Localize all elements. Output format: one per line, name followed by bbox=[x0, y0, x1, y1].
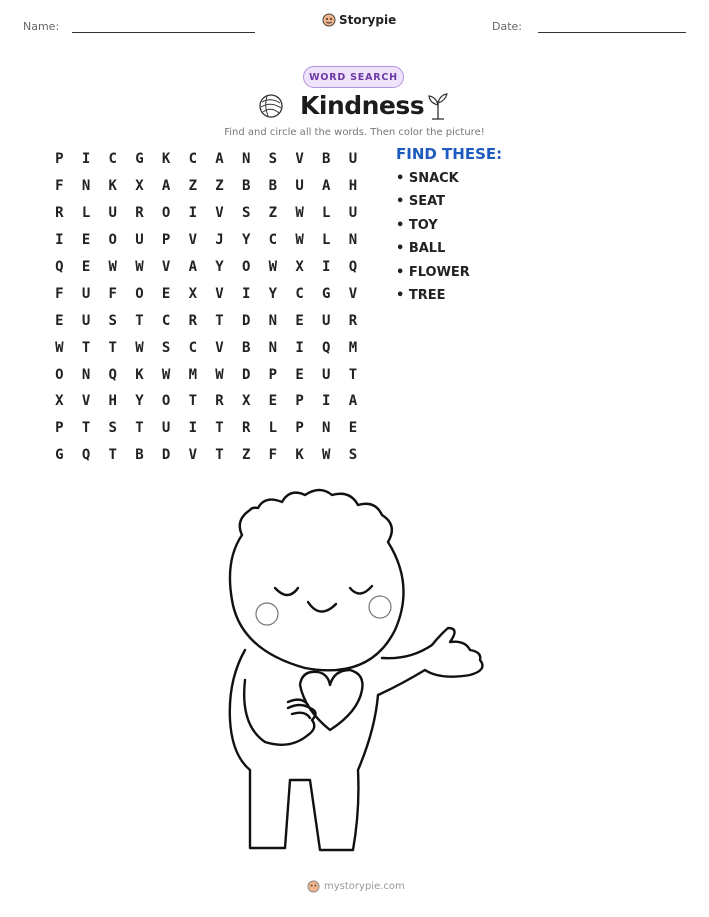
brand bbox=[322, 13, 396, 27]
grid-letter[interactable]: T bbox=[81, 420, 91, 437]
grid-letter[interactable]: R bbox=[188, 312, 197, 329]
grid-letter[interactable]: C bbox=[268, 232, 278, 249]
grid-letter[interactable]: C bbox=[108, 151, 117, 168]
grid-letter[interactable]: Q bbox=[348, 259, 358, 275]
grid-letter[interactable]: W bbox=[268, 259, 278, 275]
grid-letter[interactable]: R bbox=[348, 312, 358, 329]
grid-letter[interactable]: C bbox=[161, 312, 171, 329]
footer-url[interactable]: mystorypie.com bbox=[324, 881, 405, 892]
date-line[interactable] bbox=[538, 32, 686, 33]
grid-letter[interactable]: N bbox=[81, 178, 91, 195]
grid-letter[interactable]: S bbox=[108, 420, 117, 437]
grid-letter[interactable]: M bbox=[348, 339, 358, 356]
grid-letter[interactable]: D bbox=[161, 447, 171, 464]
grid-letter[interactable]: C bbox=[295, 285, 304, 302]
grid-letter[interactable]: L bbox=[322, 232, 331, 249]
grid-letter[interactable]: V bbox=[215, 339, 224, 356]
grid-letter[interactable]: E bbox=[268, 393, 278, 410]
word-list bbox=[396, 171, 470, 311]
grid-letter[interactable]: W bbox=[215, 366, 224, 383]
grid-letter[interactable]: A bbox=[215, 151, 224, 168]
grid-letter[interactable]: X bbox=[241, 393, 251, 410]
grid-letter[interactable]: S bbox=[241, 205, 251, 222]
grid-letter[interactable]: K bbox=[108, 178, 117, 195]
grid-letter[interactable]: Z bbox=[268, 205, 278, 222]
grid-letter[interactable]: V bbox=[215, 205, 224, 222]
grid-letter[interactable]: I bbox=[55, 232, 64, 249]
grid-letter[interactable]: N bbox=[268, 312, 278, 329]
grid-letter[interactable]: R bbox=[135, 205, 144, 222]
grid-letter[interactable]: U bbox=[348, 151, 358, 168]
find-title: FIND THESE: bbox=[396, 145, 503, 163]
word-item: • SNACK bbox=[396, 171, 459, 186]
grid-letter[interactable]: G bbox=[322, 285, 331, 302]
grid-letter[interactable]: W bbox=[322, 447, 331, 464]
grid-letter[interactable]: I bbox=[188, 420, 197, 437]
grid-letter[interactable]: I bbox=[81, 151, 91, 168]
grid-letter[interactable]: V bbox=[188, 447, 197, 464]
grid-letter[interactable]: H bbox=[108, 393, 117, 410]
grid-letter[interactable]: I bbox=[322, 393, 331, 410]
grid-letter[interactable]: V bbox=[348, 285, 358, 302]
grid-letter[interactable]: P bbox=[161, 232, 171, 249]
grid-letter[interactable]: R bbox=[55, 205, 64, 222]
grid-letter[interactable]: H bbox=[348, 178, 358, 195]
grid-letter[interactable]: P bbox=[295, 420, 304, 437]
word-item: • TOY bbox=[396, 217, 438, 233]
name-label: Name: bbox=[23, 20, 60, 33]
grid-letter[interactable]: V bbox=[188, 232, 197, 249]
grid-letter[interactable]: D bbox=[241, 366, 251, 383]
grid-letter[interactable]: P bbox=[268, 366, 278, 383]
grid-letter[interactable]: R bbox=[241, 420, 251, 437]
grid-letter[interactable]: O bbox=[135, 285, 144, 302]
grid-letter[interactable]: I bbox=[295, 339, 304, 356]
grid-letter[interactable]: Y bbox=[215, 259, 224, 275]
grid-letter[interactable]: P bbox=[55, 420, 64, 437]
grid-letter[interactable]: U bbox=[108, 205, 117, 222]
grid-letter[interactable]: I bbox=[188, 205, 197, 222]
grid-letter[interactable]: K bbox=[295, 447, 304, 464]
grid-letter[interactable]: Q bbox=[81, 447, 91, 464]
grid-letter[interactable]: E bbox=[81, 232, 91, 249]
grid-letter[interactable]: L bbox=[268, 420, 278, 437]
grid-letter[interactable]: W bbox=[55, 339, 64, 356]
grid-letter[interactable]: F bbox=[108, 285, 117, 302]
grid-letter[interactable]: V bbox=[81, 393, 91, 410]
grid-letter[interactable]: S bbox=[108, 312, 117, 329]
grid-letter[interactable]: R bbox=[215, 393, 224, 410]
grid-letter[interactable]: P bbox=[55, 151, 64, 168]
grid-letter[interactable]: V bbox=[161, 259, 171, 275]
grid-letter[interactable]: T bbox=[215, 312, 224, 329]
grid-letter[interactable]: G bbox=[135, 151, 144, 168]
grid-letter[interactable]: B bbox=[135, 447, 144, 464]
grid-letter[interactable]: E bbox=[161, 285, 171, 302]
word-item: • TREE bbox=[396, 287, 446, 303]
word-item: • BALL bbox=[396, 241, 446, 257]
grid-letter[interactable]: E bbox=[81, 259, 91, 275]
word-search-tag: WORD SEARCH bbox=[303, 66, 404, 88]
grid-letter[interactable]: Z bbox=[215, 178, 224, 195]
grid-letter[interactable]: U bbox=[81, 312, 91, 329]
grid-letter[interactable]: Q bbox=[108, 366, 117, 383]
grid-letter[interactable]: G bbox=[55, 447, 64, 464]
brand-name: Storypie bbox=[339, 13, 397, 27]
grid-letter[interactable]: D bbox=[241, 312, 251, 329]
grid-letter[interactable]: O bbox=[108, 232, 117, 249]
grid-letter[interactable]: A bbox=[161, 178, 171, 195]
grid-letter[interactable]: U bbox=[348, 205, 358, 222]
grid-letter[interactable]: U bbox=[322, 312, 331, 329]
grid-letter[interactable]: E bbox=[55, 312, 64, 329]
grid-letter[interactable]: T bbox=[135, 312, 144, 329]
grid-letter[interactable]: A bbox=[188, 259, 197, 275]
grid-letter[interactable]: N bbox=[322, 420, 331, 437]
storypie-logo-icon bbox=[307, 880, 320, 893]
grid-letter[interactable]: F bbox=[55, 178, 64, 195]
grid-letter[interactable]: I bbox=[241, 285, 251, 302]
grid-letter[interactable]: T bbox=[215, 447, 224, 464]
grid-letter[interactable]: Q bbox=[55, 259, 64, 275]
grid-letter[interactable]: O bbox=[161, 205, 171, 222]
grid-letter[interactable]: U bbox=[81, 285, 91, 302]
grid-letter[interactable]: U bbox=[135, 232, 144, 249]
grid-letter[interactable]: N bbox=[268, 339, 278, 356]
grid-letter[interactable]: Z bbox=[188, 178, 197, 195]
grid-letter[interactable]: A bbox=[322, 178, 331, 195]
grid-letter[interactable]: W bbox=[295, 205, 304, 222]
grid-letter[interactable]: L bbox=[81, 205, 91, 222]
grid-letter[interactable]: E bbox=[295, 312, 304, 329]
grid-letter[interactable]: T bbox=[108, 447, 117, 464]
grid-letter[interactable]: U bbox=[161, 420, 171, 437]
word-item: • SEAT bbox=[396, 194, 445, 210]
page-title: Kindness bbox=[300, 91, 425, 120]
grid-letter[interactable]: F bbox=[268, 447, 278, 464]
grid-letter[interactable]: U bbox=[295, 178, 304, 195]
grid-letter[interactable]: B bbox=[241, 339, 251, 356]
storypie-logo-icon bbox=[322, 13, 336, 27]
grid-letter[interactable]: W bbox=[135, 339, 144, 356]
grid-letter[interactable]: X bbox=[55, 393, 64, 410]
letter-grid bbox=[46, 146, 366, 469]
yarn-ball-icon bbox=[258, 93, 284, 119]
grid-letter[interactable]: S bbox=[348, 447, 358, 464]
word-item: • FLOWER bbox=[396, 264, 470, 280]
grid-letter[interactable]: T bbox=[215, 420, 224, 437]
grid-letter[interactable]: N bbox=[241, 151, 251, 168]
grid-letter[interactable]: T bbox=[348, 366, 358, 383]
grid-letter[interactable]: V bbox=[215, 285, 224, 302]
grid-letter[interactable]: Y bbox=[135, 393, 144, 410]
grid-letter[interactable]: W bbox=[135, 259, 144, 275]
grid-letter[interactable]: B bbox=[322, 151, 331, 168]
grid-letter[interactable]: N bbox=[348, 232, 358, 249]
grid-letter[interactable]: E bbox=[348, 420, 358, 437]
grid-letter[interactable]: B bbox=[241, 178, 251, 195]
grid-letter[interactable]: T bbox=[81, 339, 91, 356]
grid-letter[interactable]: X bbox=[135, 178, 144, 195]
grid-letter[interactable]: M bbox=[188, 366, 197, 383]
grid-letter[interactable]: Y bbox=[268, 285, 278, 302]
grid-letter[interactable]: T bbox=[108, 339, 117, 356]
grid-letter[interactable]: A bbox=[348, 393, 358, 410]
grid-letter[interactable]: O bbox=[55, 366, 64, 383]
grid-letter[interactable]: U bbox=[322, 366, 331, 383]
grid-letter[interactable]: L bbox=[322, 205, 331, 222]
grid-letter[interactable]: W bbox=[295, 232, 304, 249]
grid-letter[interactable]: J bbox=[215, 232, 224, 249]
grid-letter[interactable]: C bbox=[188, 339, 197, 356]
grid-letter[interactable]: Q bbox=[322, 339, 331, 356]
grid-letter[interactable]: I bbox=[322, 259, 331, 275]
grid-letter[interactable]: O bbox=[161, 393, 171, 410]
grid-letter[interactable]: K bbox=[135, 366, 144, 383]
instructions: Find and circle all the words. Then color the picture! bbox=[224, 127, 485, 138]
sprout-icon bbox=[426, 91, 450, 121]
grid-letter[interactable]: P bbox=[295, 393, 304, 410]
grid-letter[interactable]: C bbox=[188, 151, 197, 168]
date-label: Date: bbox=[492, 20, 522, 33]
grid-letter[interactable]: O bbox=[241, 259, 251, 275]
footer bbox=[307, 880, 405, 893]
coloring-character-illustration bbox=[210, 480, 500, 860]
grid-letter[interactable]: E bbox=[295, 366, 304, 383]
grid-letter[interactable]: K bbox=[161, 151, 171, 168]
grid-letter[interactable]: S bbox=[268, 151, 278, 168]
grid-letter[interactable]: T bbox=[188, 393, 197, 410]
grid-letter[interactable]: X bbox=[295, 259, 304, 275]
grid-letter[interactable]: T bbox=[135, 420, 144, 437]
grid-letter[interactable]: Y bbox=[241, 232, 251, 249]
name-line[interactable] bbox=[72, 32, 255, 33]
grid-letter[interactable]: X bbox=[188, 285, 197, 302]
grid-letter[interactable]: N bbox=[81, 366, 91, 383]
grid-letter[interactable]: F bbox=[55, 285, 64, 302]
grid-letter[interactable]: W bbox=[161, 366, 171, 383]
grid-letter[interactable]: W bbox=[108, 259, 117, 275]
grid-letter[interactable]: S bbox=[161, 339, 171, 356]
grid-letter[interactable]: Z bbox=[241, 447, 251, 464]
grid-letter[interactable]: V bbox=[295, 151, 304, 168]
grid-letter[interactable]: B bbox=[268, 178, 278, 195]
